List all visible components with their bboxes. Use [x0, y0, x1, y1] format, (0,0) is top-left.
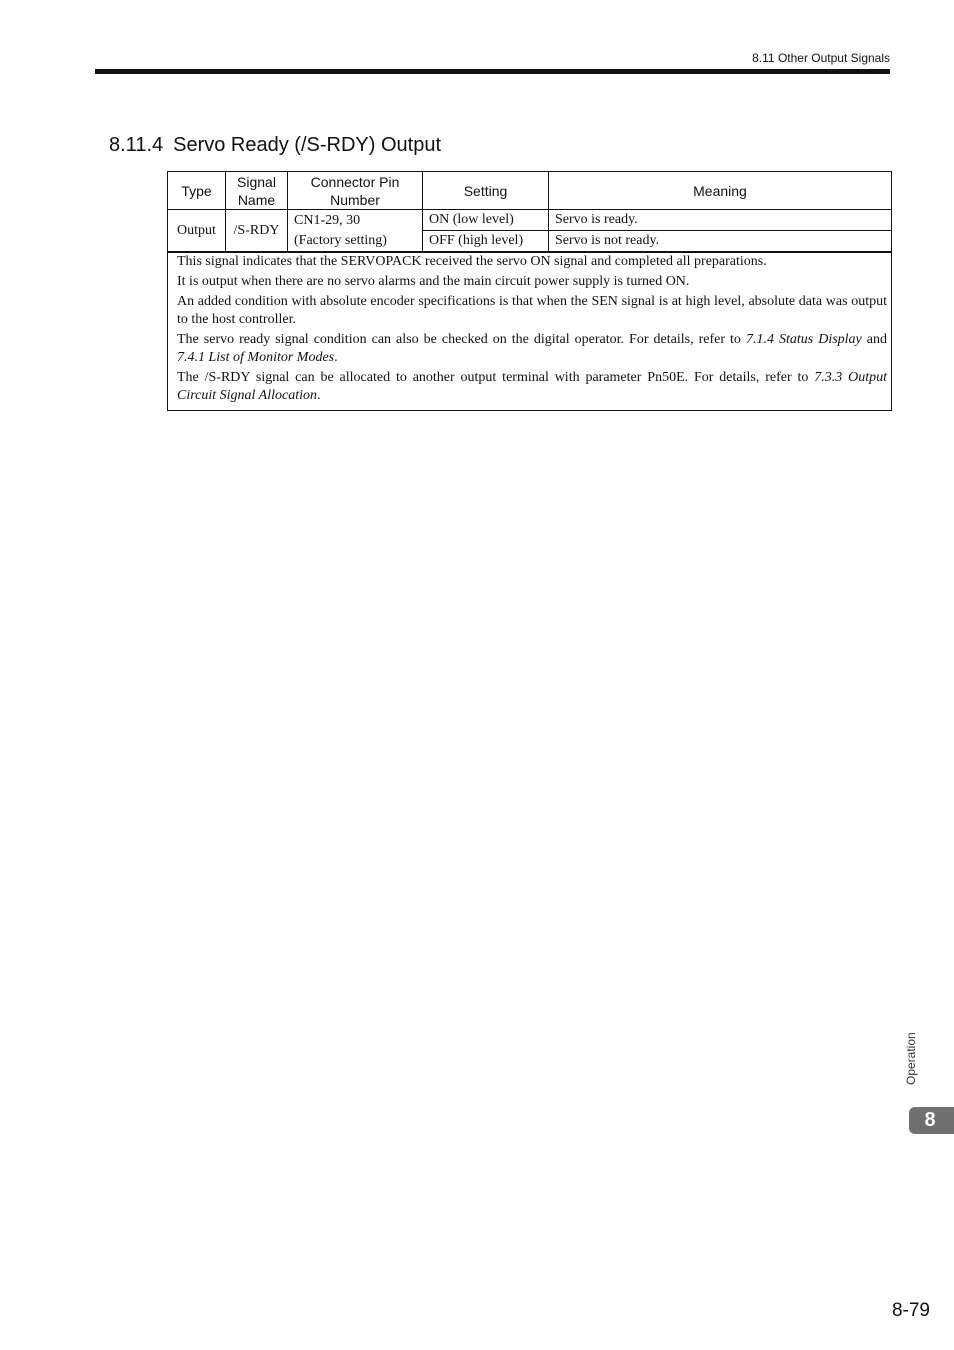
cell-type: Output [168, 210, 226, 253]
description-paragraph: It is output when there are no servo alarms and the main circuit power supply is turned ON. [177, 274, 690, 289]
description-paragraph: This signal indicates that the SERVOPACK received the servo ON signal and completed all preparations. [177, 254, 767, 269]
table-row [168, 210, 892, 231]
ref-status-display: 7.1.4 Status Display [745, 332, 862, 347]
ref-output-circuit-allocation: 7.3.3 Output Circuit Signal Allocation [177, 370, 888, 403]
cell-meaning-on: Servo is ready. [549, 210, 892, 231]
description-paragraph: The /S-RDY signal can be allocated to another output terminal with parameter Pn50E. For details, refer to 7.3.3 Output Circuit Signal Allocation. [177, 370, 888, 403]
header-type: Type [168, 172, 226, 210]
table-header-row [168, 172, 892, 210]
cell-meaning-off: Servo is not ready. [549, 231, 892, 253]
section-title-text: Servo Ready (/S-RDY) Output [173, 134, 441, 156]
side-chapter-label: Operation [904, 1032, 918, 1085]
cell-setting-off: OFF (high level) [423, 231, 549, 253]
header-meaning: Meaning [549, 172, 892, 210]
header-connector-pin: Connector Pin Number [288, 172, 423, 210]
description-paragraph: An added condition with absolute encoder specifications is that when the SEN signal is at high level, absolute data was output to the host controller. [177, 294, 887, 327]
description-cell [168, 252, 892, 411]
signal-table [167, 171, 892, 411]
header-rule [95, 69, 890, 74]
cell-signal-name: /S-RDY [226, 210, 288, 253]
cell-setting-on: ON (low level) [423, 210, 549, 231]
header-signal-name: Signal Name [226, 172, 288, 210]
section-number: 8.11.4 [109, 134, 164, 156]
description-paragraph: The servo ready signal condition can also be checked on the digital operator. For details, refer to 7.1.4 Status Display and 7.4.1 List of Monitor Modes. [177, 332, 887, 365]
running-head: 8.11 Other Output Signals [752, 51, 890, 65]
chapter-tab: 8 [909, 1107, 954, 1134]
page-number: 8-79 [891, 1300, 930, 1321]
description-row [168, 252, 892, 411]
header-setting: Setting [423, 172, 549, 210]
cell-connector-pin: CN1-29, 30 (Factory setting) [288, 210, 423, 253]
section-title [109, 134, 441, 157]
ref-monitor-modes: 7.4.1 List of Monitor Modes [177, 350, 335, 365]
